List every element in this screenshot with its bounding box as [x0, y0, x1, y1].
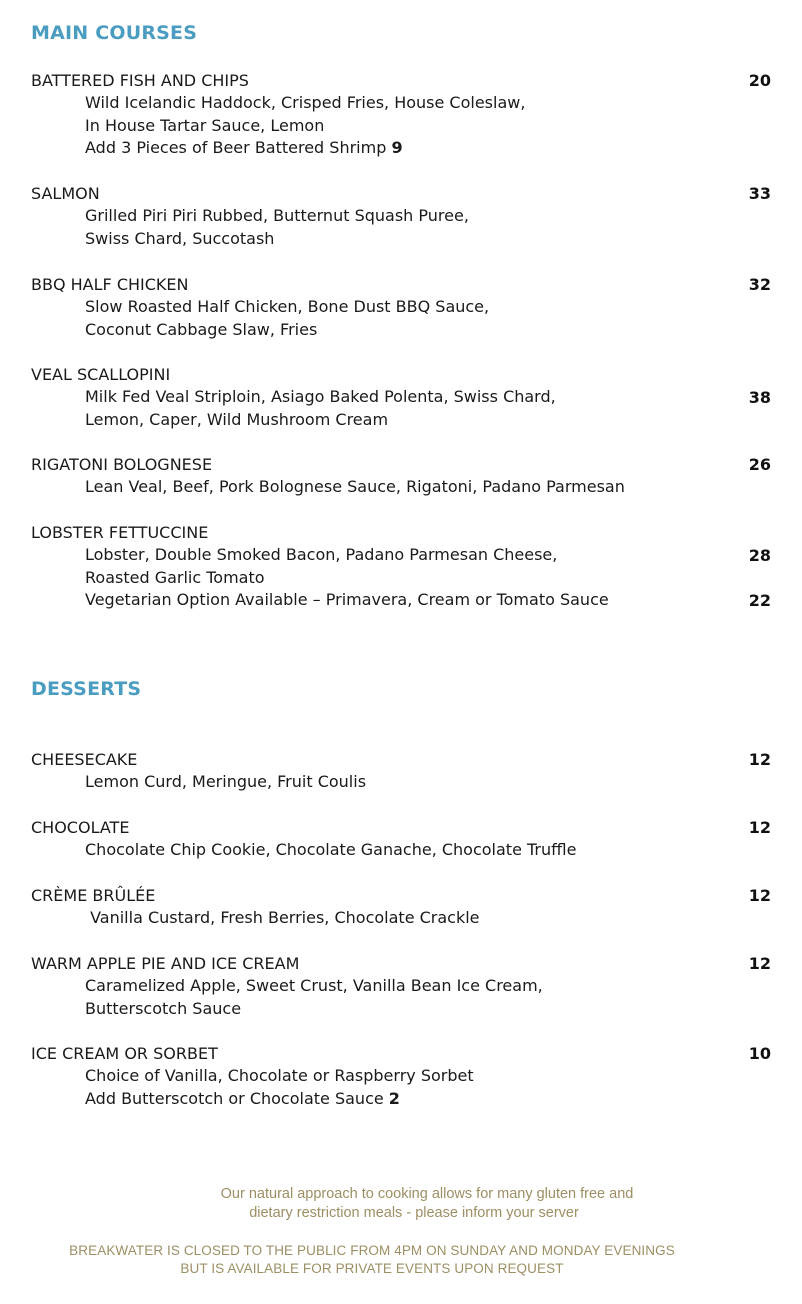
- item-addon: [31, 137, 771, 160]
- item-price: 38: [748, 388, 771, 407]
- item-name: ICE CREAM OR SORBET: [31, 1044, 218, 1063]
- item-price: 12: [748, 886, 771, 905]
- item-price: 12: [748, 818, 771, 837]
- item-name: LOBSTER FETTUCCINE: [31, 523, 209, 542]
- closure-notice-line: BUT IS AVAILABLE FOR PRIVATE EVENTS UPON REQUEST: [180, 1261, 564, 1276]
- item-price: 26: [748, 455, 771, 474]
- item-price: 32: [748, 275, 771, 294]
- item-description: Vanilla Custard, Fresh Berries, Chocolate Crackle: [85, 908, 480, 927]
- item-description: Lean Veal, Beef, Pork Bolognese Sauce, Rigatoni, Padano Parmesan: [85, 477, 625, 496]
- main-courses-heading: MAIN COURSES: [31, 22, 198, 44]
- addon-text: Add 3 Pieces of Beer Battered Shrimp: [85, 138, 392, 157]
- addon-price: 9: [391, 138, 403, 157]
- item-name: CHEESECAKE: [31, 750, 138, 769]
- item-description: Caramelized Apple, Sweet Crust, Vanilla Bean Ice Cream,: [85, 976, 543, 995]
- item-price: 33: [748, 184, 771, 203]
- item-description: Lemon Curd, Meringue, Fruit Coulis: [85, 772, 367, 791]
- item-price: 28: [748, 546, 771, 565]
- item-price: 12: [748, 750, 771, 769]
- option-price: 22: [748, 591, 771, 610]
- item-description: Swiss Chard, Succotash: [85, 228, 275, 248]
- item-addon: [31, 1088, 771, 1111]
- item-description: In House Tartar Sauce, Lemon: [85, 115, 325, 135]
- closure-notice-line: BREAKWATER IS CLOSED TO THE PUBLIC FROM 4PM ON SUNDAY AND MONDAY EVENINGS: [69, 1243, 675, 1258]
- item-description: Roasted Garlic Tomato: [85, 567, 265, 587]
- item-description: Lobster, Double Smoked Bacon, Padano Parmesan Cheese,: [85, 545, 558, 564]
- item-name: BATTERED FISH AND CHIPS: [31, 71, 249, 90]
- desserts-heading: DESSERTS: [31, 678, 142, 700]
- item-name: CHOCOLATE: [31, 818, 130, 837]
- item-name: CRÈME BRÛLÉE: [31, 886, 156, 905]
- menu-item-salmon: [31, 182, 771, 250]
- menu-item-chocolate: [31, 816, 771, 862]
- item-description: Vegetarian Option Available – Primavera, Cream or Tomato Sauce: [85, 590, 609, 609]
- item-description: Coconut Cabbage Slaw, Fries: [85, 319, 318, 339]
- item-price: 10: [748, 1044, 771, 1063]
- item-name: VEAL SCALLOPINI: [31, 365, 171, 384]
- item-description: Slow Roasted Half Chicken, Bone Dust BBQ Sauce,: [85, 297, 490, 316]
- menu-item-rigatoni-bolognese: [31, 453, 771, 499]
- menu-item-bbq-half-chicken: [31, 273, 771, 341]
- item-name: WARM APPLE PIE AND ICE CREAM: [31, 954, 300, 973]
- item-name: SALMON: [31, 184, 100, 203]
- menu-item-lobster-fettuccine: [31, 521, 771, 612]
- dietary-note-line: dietary restriction meals - please inform your server: [249, 1205, 579, 1221]
- item-description: Wild Icelandic Haddock, Crisped Fries, House Coleslaw,: [85, 93, 526, 112]
- item-price: 12: [748, 954, 771, 973]
- menu-item-warm-apple-pie: [31, 952, 771, 1020]
- item-name: BBQ HALF CHICKEN: [31, 275, 189, 294]
- closure-notice: [0, 1242, 744, 1278]
- item-description: Chocolate Chip Cookie, Chocolate Ganache, Chocolate Truffle: [85, 840, 577, 859]
- menu-item-creme-brulee: [31, 884, 771, 930]
- item-description: Choice of Vanilla, Chocolate or Raspberry Sorbet: [85, 1066, 474, 1085]
- addon-text: Add Butterscotch or Chocolate Sauce: [85, 1088, 389, 1108]
- menu-item-fish-and-chips: [31, 69, 771, 160]
- menu-item-cheesecake: [31, 748, 771, 794]
- item-description: Butterscotch Sauce: [85, 998, 242, 1018]
- item-description: Lemon, Caper, Wild Mushroom Cream: [85, 409, 389, 429]
- dietary-note-line: Our natural approach to cooking allows for many gluten free and: [220, 1186, 634, 1202]
- menu-item-ice-cream-or-sorbet: [31, 1042, 771, 1110]
- item-name: RIGATONI BOLOGNESE: [31, 455, 213, 474]
- item-price: 20: [748, 71, 771, 90]
- item-description: Grilled Piri Piri Rubbed, Butternut Squash Puree,: [85, 206, 469, 225]
- item-description: Milk Fed Veal Striploin, Asiago Baked Polenta, Swiss Chard,: [85, 387, 556, 406]
- menu-item-veal-scallopini: [31, 363, 771, 431]
- dietary-note: [0, 1185, 802, 1223]
- addon-price: 2: [388, 1088, 400, 1108]
